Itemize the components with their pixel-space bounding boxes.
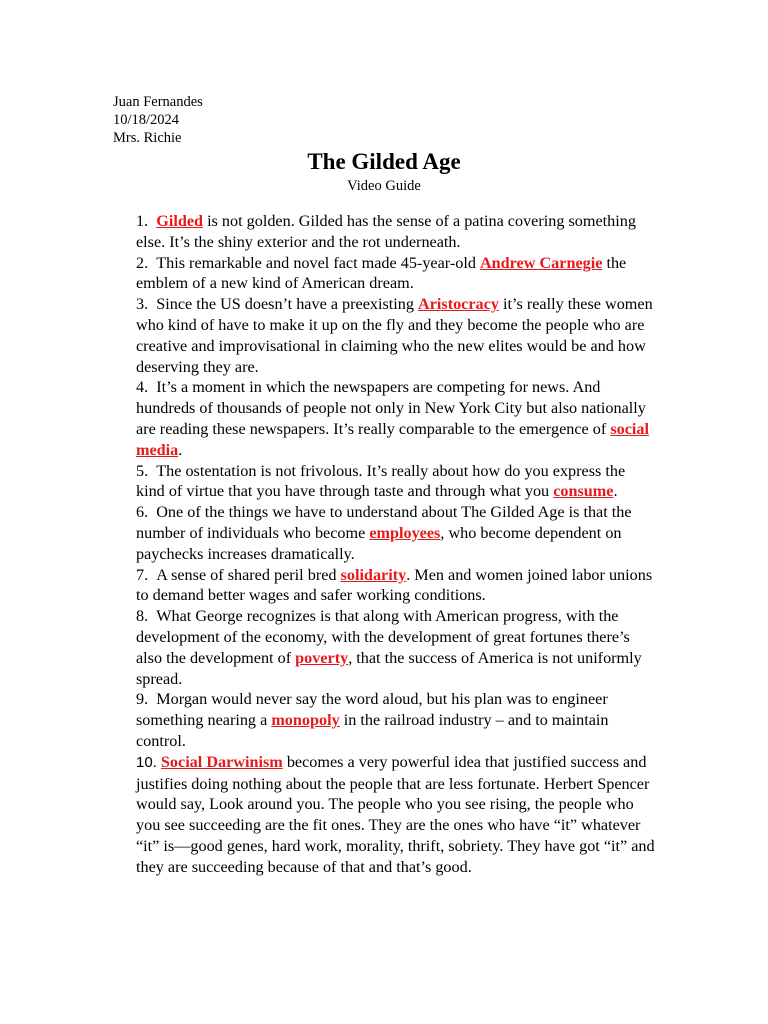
question-number: 1. <box>136 212 149 230</box>
question-number: 9. <box>136 690 149 709</box>
teacher-name: Mrs. Richie <box>113 130 182 146</box>
question-text-after: the emblem of a new kind of American dream. <box>136 253 627 293</box>
question-number: 5. <box>136 461 149 480</box>
question-item-6 <box>136 502 656 564</box>
date: 10/18/2024 <box>113 112 180 128</box>
answer-blank: Andrew Carnegie <box>479 253 603 272</box>
question-item-4 <box>136 377 656 460</box>
question-text-before: Morgan would never say the word aloud, but his plan was to engineer something nearing a <box>136 690 608 730</box>
answer-blank: social media <box>136 419 649 459</box>
question-item-1 <box>136 211 656 253</box>
page-subtitle: Video Guide <box>347 178 421 194</box>
question-text-after: becomes a very powerful idea that justified success and justifies doing nothing about the people that are less fortunate. Herbert Spencer would say, Look around you. The people who you see rising, the people who you see succeeding are the fit ones. They are the ones who have “it” whatever “it” is—good genes, hard work, morality, thrift, sobriety. They have got “it” and they are succeeding because of that and that’s good. <box>136 752 655 876</box>
question-list <box>136 211 656 878</box>
question-text-before: A sense of shared peril bred <box>156 565 341 584</box>
answer-blank: Gilded <box>156 212 204 230</box>
question-number: 2. <box>136 253 149 272</box>
question-number: 4. <box>136 378 149 397</box>
question-number: 8. <box>136 607 149 626</box>
question-number: 3. <box>136 295 149 314</box>
question-item-10 <box>136 752 656 878</box>
question-text-after: it’s really these women who kind of have to make it up on the fly and they become the people who are creative and improvisational in claiming who the new elites would be and how deserving they are. <box>136 295 653 376</box>
answer-blank: poverty <box>295 648 349 667</box>
question-text-after: . <box>178 440 183 459</box>
question-item-3 <box>136 294 656 377</box>
answer-blank: monopoly <box>271 711 340 730</box>
question-text-after: is not golden. Gilded has the sense of a patina covering something else. It’s the shiny exterior and the rot underneath. <box>136 212 636 251</box>
answer-blank: Aristocracy <box>418 295 499 314</box>
question-text-after: . <box>613 482 618 501</box>
student-name: Juan Fernandes <box>113 94 203 110</box>
question-text-before: This remarkable and novel fact made 45-year-old <box>156 253 480 272</box>
document-header <box>113 93 203 147</box>
question-text-after: . Men and women joined labor unions to demand better wages and safer working conditions. <box>136 565 653 605</box>
page-title: The Gilded Age <box>307 149 461 174</box>
question-item-7 <box>136 565 656 607</box>
answer-blank: solidarity <box>340 565 407 584</box>
question-text-before: It’s a moment in which the newspapers are competing for news. And hundreds of thousands of people not only in New York City but also nationally are reading these newspapers. It’s really comparable to the emergence of <box>136 378 646 438</box>
question-text-before: What George recognizes is that along with American progress, with the development of the economy, with the development of great fortunes there’s also the development of <box>136 607 630 667</box>
question-number: 10. <box>136 753 157 771</box>
question-text-before: Since the US doesn’t have a preexisting <box>156 295 419 314</box>
question-text-after: , who become dependent on paychecks increases dramatically. <box>136 523 622 563</box>
question-item-9 <box>136 689 656 751</box>
answer-blank: Social Darwinism <box>160 752 283 771</box>
question-item-5 <box>136 461 656 503</box>
question-text-before: The ostentation is not frivolous. It’s really about how do you express the kind of virtue that you have through taste and through what you <box>136 461 626 501</box>
answer-blank: consume <box>553 482 614 501</box>
question-number: 7. <box>136 565 149 584</box>
question-item-2 <box>136 253 656 295</box>
question-text-after: in the railroad industry – and to maintain control. <box>136 711 609 750</box>
question-number: 6. <box>136 503 149 522</box>
question-item-8 <box>136 606 656 689</box>
answer-blank: employees <box>369 523 441 542</box>
question-text-after: , that the success of America is not uniformly spread. <box>136 648 642 688</box>
question-text-before: One of the things we have to understand about The Gilded Age is that the number of individuals who become <box>136 503 632 542</box>
